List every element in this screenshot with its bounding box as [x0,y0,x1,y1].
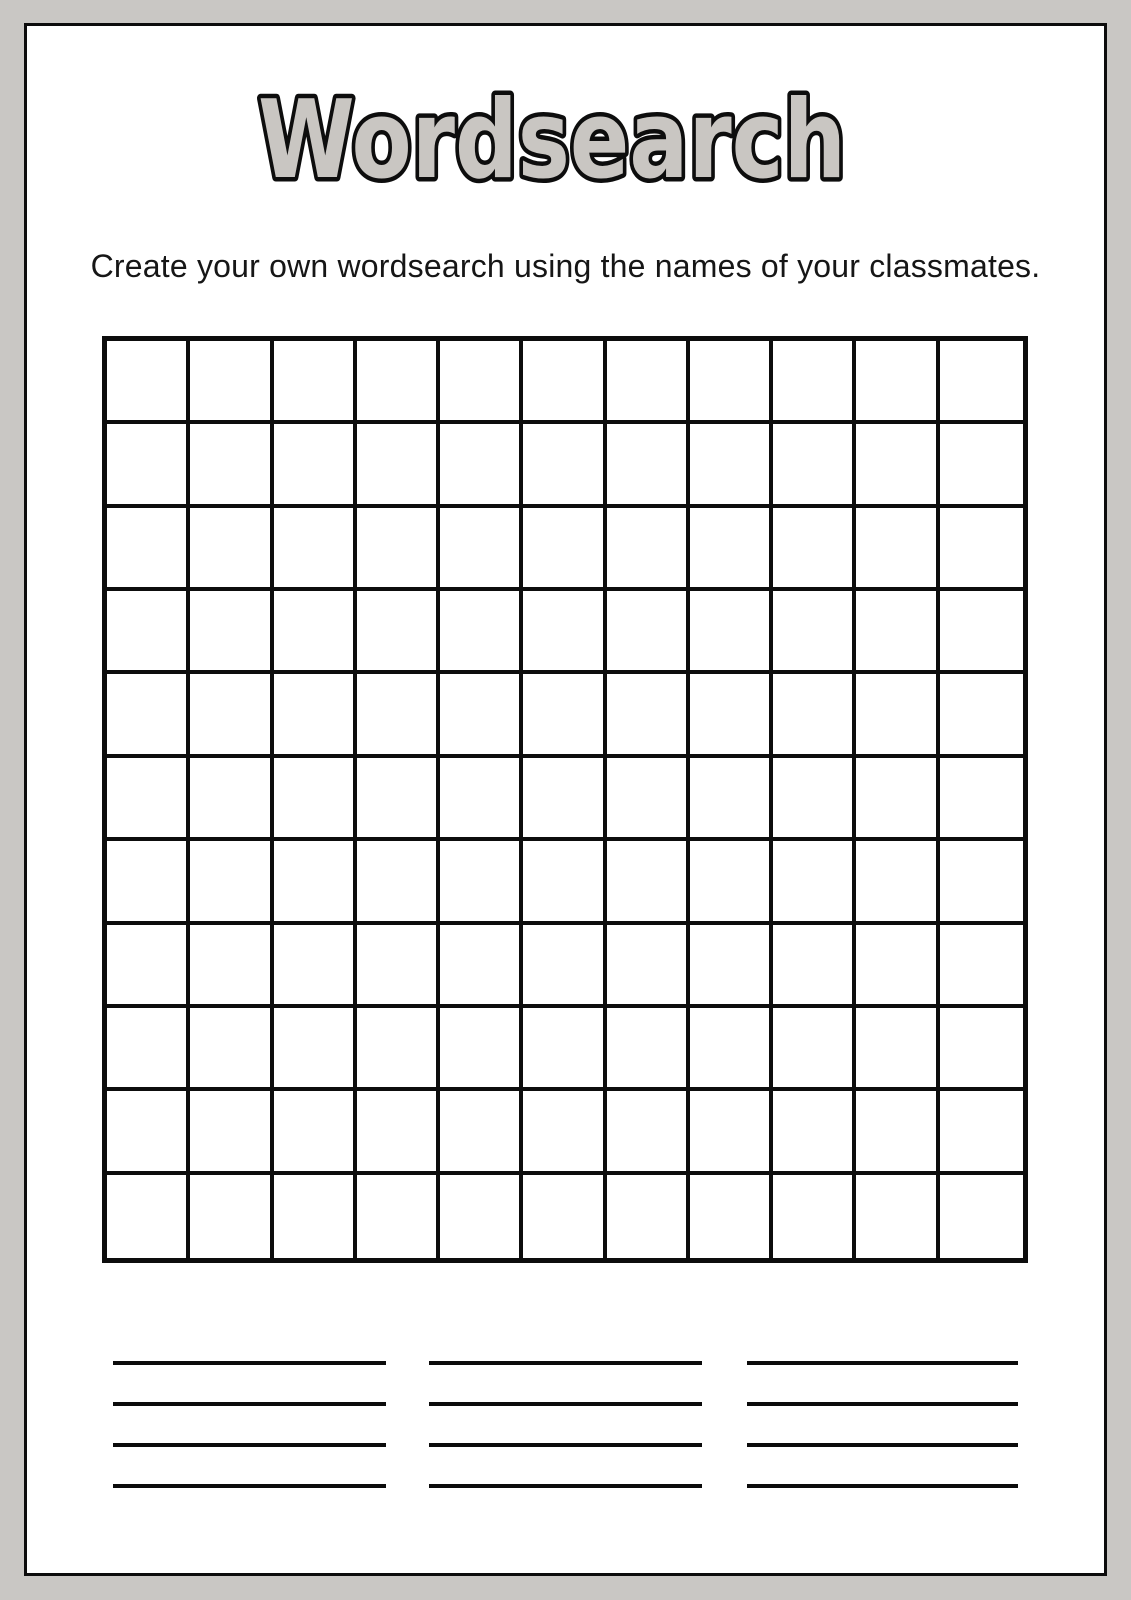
word-lines-section [27,1361,1104,1521]
grid-cell [607,424,690,507]
grid-cell [523,1008,606,1091]
grid-cell [856,1008,939,1091]
grid-cell [190,341,273,424]
word-line [429,1484,702,1488]
grid-cell [107,508,190,591]
page-title [27,26,1104,256]
grid-cell [440,925,523,1008]
grid-cell [856,508,939,591]
grid-cell [190,1091,273,1174]
grid-cell [440,508,523,591]
grid-cell [773,674,856,757]
word-line [747,1443,1018,1447]
grid-cell [107,591,190,674]
grid-cell [357,591,440,674]
grid-cell [107,841,190,924]
word-line [429,1402,702,1406]
grid-cell [107,674,190,757]
grid-cell [607,508,690,591]
grid-cell [856,674,939,757]
grid-cell [190,1175,273,1258]
grid-cell [607,1175,690,1258]
grid-cell [523,674,606,757]
grid-cell [274,758,357,841]
grid-cell [523,758,606,841]
grid-cell [940,758,1023,841]
grid-cell [357,1175,440,1258]
word-line [747,1402,1018,1406]
grid-cell [107,1008,190,1091]
grid-cell [440,841,523,924]
word-line [429,1443,702,1447]
grid-cell [940,841,1023,924]
grid-cell [856,341,939,424]
grid-cell [190,674,273,757]
grid-cell [274,1175,357,1258]
grid-cell [773,591,856,674]
word-line [747,1484,1018,1488]
word-line [747,1361,1018,1365]
grid-cell [607,674,690,757]
grid-cell [690,508,773,591]
grid-cell [773,341,856,424]
grid-cell [274,591,357,674]
grid-cell [607,591,690,674]
grid-cell [940,591,1023,674]
grid-cell [190,1008,273,1091]
grid-cell [523,841,606,924]
grid-cell [274,925,357,1008]
grid-cell [523,341,606,424]
grid-cell [773,1008,856,1091]
grid-cell [357,925,440,1008]
grid-cell [690,925,773,1008]
grid-cell [357,1091,440,1174]
grid-cell [607,758,690,841]
instruction-text: Create your own wordsearch using the names of your classmates. [90,248,1041,284]
grid-cell [274,341,357,424]
grid-cell [523,591,606,674]
grid-cell [190,508,273,591]
grid-cell [690,758,773,841]
grid-cell [690,1008,773,1091]
word-line [113,1484,386,1488]
grid-cell [274,674,357,757]
grid-cell [690,1175,773,1258]
grid-cell [107,758,190,841]
word-lines-column [429,1361,702,1525]
word-line [429,1361,702,1365]
grid-cell [856,1175,939,1258]
grid-cell [523,1091,606,1174]
grid-cell [940,1091,1023,1174]
grid-cell [523,925,606,1008]
grid-cell [274,424,357,507]
grid-cell [107,1175,190,1258]
grid-cell [856,591,939,674]
grid-cell [690,424,773,507]
word-lines-column [113,1361,386,1525]
grid-cell [940,1175,1023,1258]
grid-cell [940,341,1023,424]
grid-cell [357,674,440,757]
grid-cell [107,341,190,424]
grid-cell [940,925,1023,1008]
grid-cell [190,591,273,674]
word-line [113,1402,386,1406]
grid-cell [357,841,440,924]
grid-cell [190,424,273,507]
grid-cell [440,758,523,841]
word-line [113,1443,386,1447]
grid-cell [440,1008,523,1091]
grid-cell [440,424,523,507]
grid-cell [773,1175,856,1258]
grid-cell [856,1091,939,1174]
grid-cell [274,841,357,924]
grid-cell [107,1091,190,1174]
grid-cell [773,841,856,924]
grid-cell [856,758,939,841]
grid-cell [940,508,1023,591]
worksheet-page [24,23,1107,1576]
word-line [113,1361,386,1365]
grid-cell [856,841,939,924]
grid-cell [357,508,440,591]
grid-cell [690,674,773,757]
grid-cell [773,925,856,1008]
grid-cell [107,424,190,507]
grid-cell [607,1091,690,1174]
grid-cell [357,758,440,841]
grid-cell [940,424,1023,507]
grid-cell [440,674,523,757]
grid-cell [690,591,773,674]
grid-cell [523,1175,606,1258]
grid-cell [607,925,690,1008]
grid-cell [773,758,856,841]
grid-cell [523,508,606,591]
grid-cell [440,1091,523,1174]
grid-cell [690,1091,773,1174]
grid-cell [107,925,190,1008]
grid-cell [274,1008,357,1091]
grid-cell [190,925,273,1008]
grid-cell [773,508,856,591]
grid-cell [274,1091,357,1174]
grid-cell [523,424,606,507]
grid-cell [940,674,1023,757]
grid-cell [357,424,440,507]
grid-cell [274,508,357,591]
grid-cell [190,841,273,924]
grid-cell [440,591,523,674]
grid-cell [856,424,939,507]
grid-cell [607,841,690,924]
grid-cell [607,1008,690,1091]
grid-cell [690,341,773,424]
grid-cell [357,1008,440,1091]
grid-cell [607,341,690,424]
grid-cell [690,841,773,924]
page-title-text: Wordsearch [258,78,846,203]
grid-cell [190,758,273,841]
grid-cell [856,925,939,1008]
wordsearch-grid [102,336,1028,1263]
grid-cell [940,1008,1023,1091]
grid-cell [773,424,856,507]
grid-cell [773,1091,856,1174]
grid-cell [440,341,523,424]
grid-cell [357,341,440,424]
grid-cell [440,1175,523,1258]
word-lines-column [747,1361,1018,1525]
